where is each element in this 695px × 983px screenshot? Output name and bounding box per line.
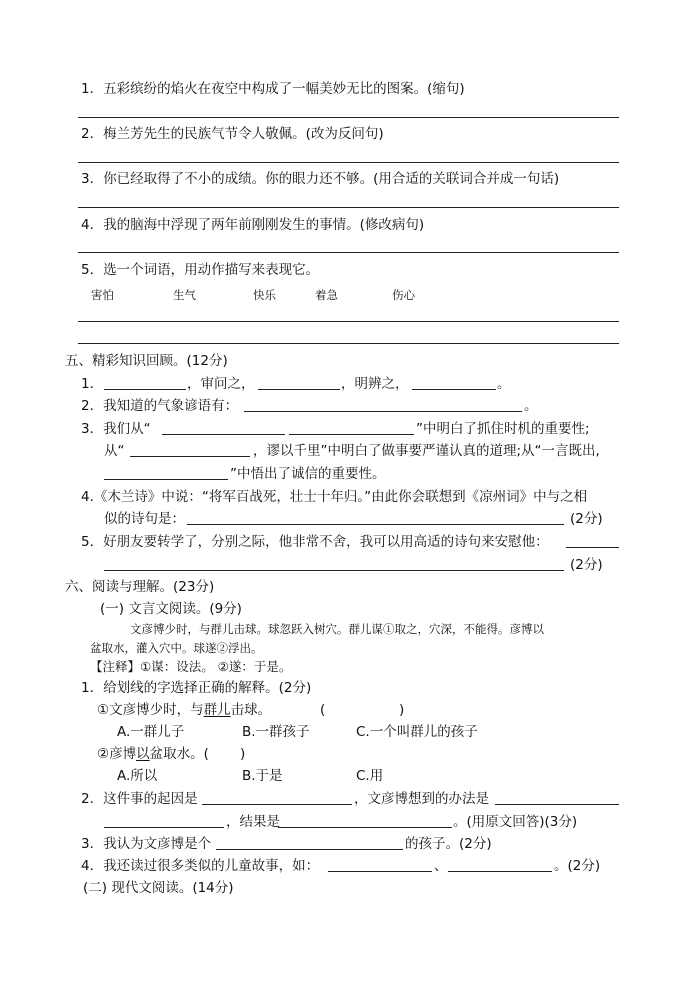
question-6-4-text: 、 <box>434 858 448 874</box>
part-2-title: (二) 现代文阅读。(14分) <box>83 880 234 896</box>
word-option: 快乐 <box>253 288 276 302</box>
question-6-4-text: 。(2分) <box>554 858 601 874</box>
answer-paren-close[interactable]: ) <box>399 702 405 718</box>
fill-blank[interactable] <box>289 434 414 435</box>
fill-blank[interactable] <box>162 434 285 435</box>
answer-line[interactable] <box>78 117 619 118</box>
question-6-2: 2．这件事的起因是 <box>81 791 198 807</box>
passage-line: 文彦博少时，与群儿击球。球忽跃入树穴。群儿谋①取之，穴深，不能得。彦博以 <box>130 622 544 636</box>
fill-blank[interactable] <box>104 479 228 480</box>
fill-blank[interactable] <box>244 411 522 412</box>
question-6-1: 1．给划线的字选择正确的解释。(2分) <box>81 680 312 696</box>
fill-blank[interactable] <box>216 849 403 850</box>
option[interactable]: A.一群儿子 <box>117 724 185 740</box>
notes: 【注释】①谋：设法。 ②遂：于是。 <box>90 659 292 674</box>
fill-blank[interactable] <box>566 547 619 548</box>
option[interactable]: C.一个叫群儿的孩子 <box>356 724 478 740</box>
question-6-2-text: ，结果是 <box>226 814 280 830</box>
question-4-4: 4．我的脑海中浮现了两年前刚刚发生的事情。(修改病句) <box>81 217 425 233</box>
fill-blank[interactable] <box>202 804 352 805</box>
question-5-1-end: 。 <box>497 376 511 392</box>
question-6-4: 4．我还读过很多类似的儿童故事，如： <box>81 858 320 874</box>
underlined-word: 群儿 <box>203 702 231 718</box>
option[interactable]: A.所以 <box>117 768 158 784</box>
answer-line[interactable] <box>78 252 619 253</box>
option[interactable]: C.用 <box>356 768 384 784</box>
question-4-3: 3．你已经取得了不小的成绩。你的眼力还不够。(用合适的关联词合并成一句话) <box>81 171 560 187</box>
fill-blank[interactable] <box>104 389 186 390</box>
question-5-3-text: 从“ <box>104 443 125 459</box>
question-6-3-text: 的孩子。(2分) <box>405 836 492 852</box>
answer-line[interactable] <box>78 162 619 163</box>
question-6-2-text: 。(用原文回答)(3分) <box>453 814 578 830</box>
fill-blank[interactable] <box>130 456 250 457</box>
question-6-1-2: ②彦博以盆取水。( <box>97 746 209 762</box>
question-5-1-text: ，审问之， <box>187 376 255 392</box>
passage-line: 盆取水，灌入穴中。球遂②浮出。 <box>90 641 263 655</box>
answer-paren-close[interactable]: ) <box>240 746 246 762</box>
word-option: 伤心 <box>392 288 415 302</box>
word-option: 着急 <box>315 288 338 302</box>
fill-blank[interactable] <box>412 389 496 390</box>
fill-blank[interactable] <box>187 524 564 525</box>
question-4-5: 5．选一个词语，用动作描写来表现它。 <box>81 262 320 278</box>
score: (2分) <box>570 511 603 527</box>
answer-paren-open[interactable]: ( <box>320 702 326 718</box>
question-5-3: 3．我们从“ <box>81 421 151 437</box>
fill-blank[interactable] <box>104 827 224 828</box>
question-4-1: 1．五彩缤纷的焰火在夜空中构成了一幅美妙无比的图案。(缩句) <box>81 81 465 97</box>
fill-blank[interactable] <box>448 871 552 872</box>
fill-blank[interactable] <box>278 827 452 828</box>
question-5-1-num: 1． <box>81 376 104 392</box>
fill-blank[interactable] <box>328 871 432 872</box>
score: (2分) <box>570 557 603 573</box>
fill-blank[interactable] <box>495 804 619 805</box>
word-option: 害怕 <box>91 288 114 302</box>
question-5-3-text: ”中悟出了诚信的重要性。 <box>230 466 386 482</box>
question-5-2: 2．我知道的气象谚语有： <box>81 398 239 414</box>
section-6-title: 六、阅读与理解。(23分) <box>65 579 215 595</box>
fill-blank[interactable] <box>258 389 340 390</box>
answer-line[interactable] <box>78 321 619 322</box>
question-5-3-text: ”中明白了抓住时机的重要性; <box>416 421 590 437</box>
question-5-4: 4.《木兰诗》中说：“将军百战死，壮士十年归。”由此你会联想到《凉州词》中与之相 <box>81 489 588 505</box>
question-6-3: 3．我认为文彦博是个 <box>81 836 212 852</box>
answer-line[interactable] <box>78 343 619 344</box>
question-6-1-1: ①文彦博少时，与群儿击球。 <box>97 702 272 718</box>
question-6-2-text: ，文彦博想到的办法是 <box>354 791 489 807</box>
question-5-3-text: ，谬以千里”中明白了做事要严谨认真的道理;从“一言既出, <box>253 443 600 459</box>
section-5-title: 五、精彩知识回顾。(12分) <box>65 353 228 369</box>
question-5-2-end: 。 <box>524 398 538 414</box>
word-option: 生气 <box>173 288 196 302</box>
question-5-5: 5．好朋友要转学了，分别之际，他非常不舍，我可以用高适的诗句来安慰他： <box>81 534 549 550</box>
fill-blank[interactable] <box>104 570 564 571</box>
question-5-4-text: 似的诗句是： <box>104 511 185 527</box>
part-1-title: (一) 文言文阅读。(9分) <box>100 601 242 617</box>
question-5-1-text: ，明辨之， <box>341 376 409 392</box>
question-4-2: 2．梅兰芳先生的民族气节令人敬佩。(改为反问句) <box>81 126 384 142</box>
answer-line[interactable] <box>78 207 619 208</box>
option[interactable]: B.于是 <box>242 768 283 784</box>
underlined-word: 以 <box>136 746 150 762</box>
option[interactable]: B.一群孩子 <box>242 724 310 740</box>
